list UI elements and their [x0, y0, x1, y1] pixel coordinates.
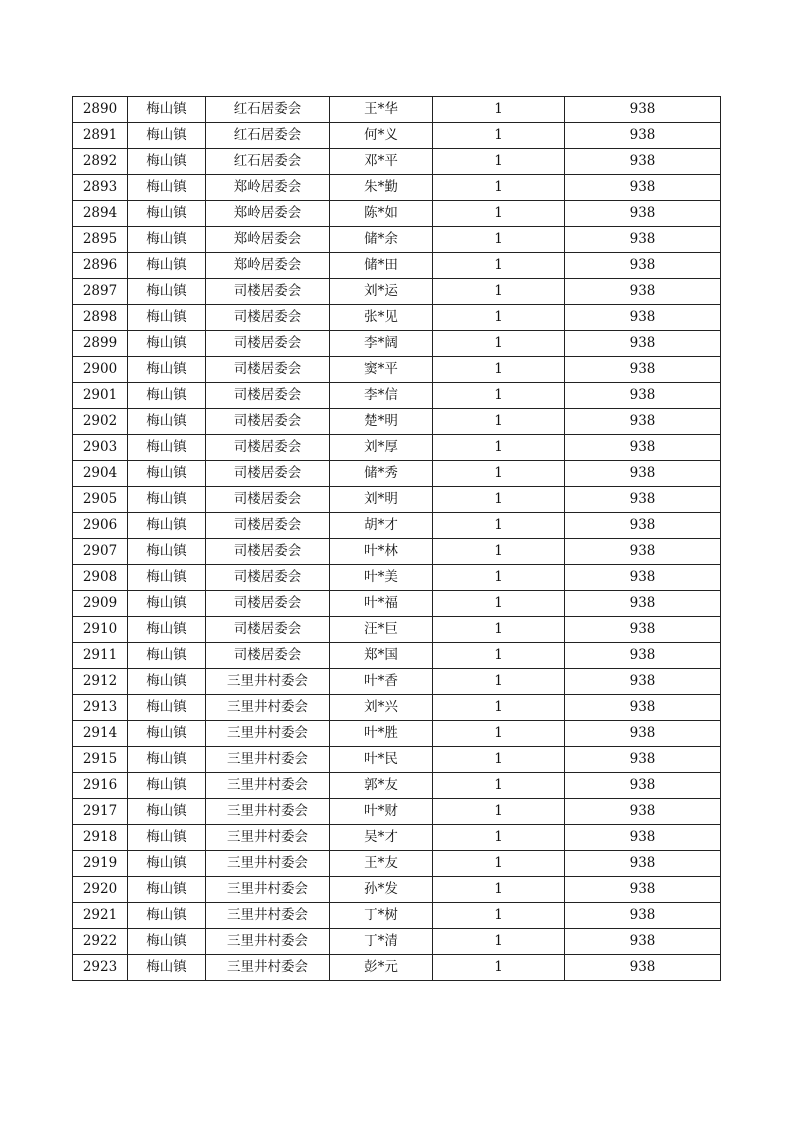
committee-cell: 司楼居委会: [206, 617, 330, 643]
committee-cell: 司楼居委会: [206, 279, 330, 305]
name-cell: 叶*福: [330, 591, 433, 617]
committee-cell: 三里井村委会: [206, 747, 330, 773]
committee-cell: 司楼居委会: [206, 357, 330, 383]
name-cell: 楚*明: [330, 409, 433, 435]
count-cell: 1: [433, 201, 565, 227]
count-cell: 1: [433, 123, 565, 149]
committee-cell: 郑岭居委会: [206, 201, 330, 227]
table-row: [73, 279, 721, 305]
name-cell: 储*余: [330, 227, 433, 253]
committee-cell: 司楼居委会: [206, 591, 330, 617]
town-cell: 梅山镇: [128, 643, 206, 669]
name-cell: 刘*明: [330, 487, 433, 513]
committee-cell: 三里井村委会: [206, 929, 330, 955]
committee-cell: 郑岭居委会: [206, 175, 330, 201]
committee-cell: 司楼居委会: [206, 331, 330, 357]
name-cell: 丁*树: [330, 903, 433, 929]
town-cell: 梅山镇: [128, 97, 206, 123]
committee-cell: 三里井村委会: [206, 955, 330, 981]
town-cell: 梅山镇: [128, 773, 206, 799]
table-row: [73, 929, 721, 955]
table-row: [73, 305, 721, 331]
town-cell: 梅山镇: [128, 279, 206, 305]
count-cell: 1: [433, 175, 565, 201]
committee-cell: 三里井村委会: [206, 799, 330, 825]
town-cell: 梅山镇: [128, 357, 206, 383]
table-row: [73, 409, 721, 435]
table-row: [73, 331, 721, 357]
row-number-cell: 2896: [73, 253, 128, 279]
table-row: [73, 799, 721, 825]
committee-cell: 司楼居委会: [206, 435, 330, 461]
table-row: [73, 383, 721, 409]
town-cell: 梅山镇: [128, 539, 206, 565]
amount-cell: 938: [565, 591, 721, 617]
count-cell: 1: [433, 357, 565, 383]
count-cell: 1: [433, 253, 565, 279]
committee-cell: 三里井村委会: [206, 721, 330, 747]
committee-cell: 司楼居委会: [206, 539, 330, 565]
name-cell: 郭*友: [330, 773, 433, 799]
committee-cell: 三里井村委会: [206, 877, 330, 903]
name-cell: 刘*兴: [330, 695, 433, 721]
town-cell: 梅山镇: [128, 851, 206, 877]
committee-cell: 司楼居委会: [206, 565, 330, 591]
count-cell: 1: [433, 565, 565, 591]
amount-cell: 938: [565, 565, 721, 591]
name-cell: 胡*才: [330, 513, 433, 539]
town-cell: 梅山镇: [128, 669, 206, 695]
committee-cell: 三里井村委会: [206, 669, 330, 695]
amount-cell: 938: [565, 149, 721, 175]
table-row: [73, 669, 721, 695]
name-cell: 叶*财: [330, 799, 433, 825]
table-row: [73, 773, 721, 799]
count-cell: 1: [433, 695, 565, 721]
amount-cell: 938: [565, 305, 721, 331]
amount-cell: 938: [565, 747, 721, 773]
row-number-cell: 2895: [73, 227, 128, 253]
table-row: [73, 539, 721, 565]
count-cell: 1: [433, 435, 565, 461]
committee-cell: 三里井村委会: [206, 825, 330, 851]
amount-cell: 938: [565, 929, 721, 955]
table-row: [73, 175, 721, 201]
name-cell: 王*友: [330, 851, 433, 877]
committee-cell: 三里井村委会: [206, 851, 330, 877]
row-number-cell: 2904: [73, 461, 128, 487]
name-cell: 刘*运: [330, 279, 433, 305]
amount-cell: 938: [565, 227, 721, 253]
town-cell: 梅山镇: [128, 201, 206, 227]
amount-cell: 938: [565, 721, 721, 747]
row-number-cell: 2899: [73, 331, 128, 357]
name-cell: 朱*勤: [330, 175, 433, 201]
row-number-cell: 2921: [73, 903, 128, 929]
amount-cell: 938: [565, 695, 721, 721]
name-cell: 陈*如: [330, 201, 433, 227]
town-cell: 梅山镇: [128, 305, 206, 331]
count-cell: 1: [433, 383, 565, 409]
committee-cell: 司楼居委会: [206, 409, 330, 435]
town-cell: 梅山镇: [128, 123, 206, 149]
row-number-cell: 2900: [73, 357, 128, 383]
town-cell: 梅山镇: [128, 617, 206, 643]
name-cell: 叶*民: [330, 747, 433, 773]
row-number-cell: 2916: [73, 773, 128, 799]
row-number-cell: 2912: [73, 669, 128, 695]
table-row: [73, 97, 721, 123]
amount-cell: 938: [565, 539, 721, 565]
name-cell: 刘*厚: [330, 435, 433, 461]
town-cell: 梅山镇: [128, 955, 206, 981]
row-number-cell: 2906: [73, 513, 128, 539]
count-cell: 1: [433, 409, 565, 435]
table-row: [73, 903, 721, 929]
name-cell: 叶*香: [330, 669, 433, 695]
row-number-cell: 2898: [73, 305, 128, 331]
name-cell: 丁*清: [330, 929, 433, 955]
row-number-cell: 2919: [73, 851, 128, 877]
table-row: [73, 201, 721, 227]
committee-cell: 司楼居委会: [206, 643, 330, 669]
town-cell: 梅山镇: [128, 409, 206, 435]
row-number-cell: 2913: [73, 695, 128, 721]
committee-cell: 司楼居委会: [206, 487, 330, 513]
amount-cell: 938: [565, 643, 721, 669]
count-cell: 1: [433, 773, 565, 799]
row-number-cell: 2915: [73, 747, 128, 773]
count-cell: 1: [433, 747, 565, 773]
table-row: [73, 695, 721, 721]
count-cell: 1: [433, 591, 565, 617]
count-cell: 1: [433, 539, 565, 565]
amount-cell: 938: [565, 773, 721, 799]
row-number-cell: 2923: [73, 955, 128, 981]
table-row: [73, 149, 721, 175]
row-number-cell: 2917: [73, 799, 128, 825]
table-row: [73, 721, 721, 747]
table-row: [73, 877, 721, 903]
amount-cell: 938: [565, 903, 721, 929]
amount-cell: 938: [565, 409, 721, 435]
committee-cell: 司楼居委会: [206, 305, 330, 331]
count-cell: 1: [433, 669, 565, 695]
town-cell: 梅山镇: [128, 695, 206, 721]
amount-cell: 938: [565, 617, 721, 643]
count-cell: 1: [433, 487, 565, 513]
town-cell: 梅山镇: [128, 149, 206, 175]
roster-table-body: [73, 97, 721, 981]
row-number-cell: 2920: [73, 877, 128, 903]
amount-cell: 938: [565, 955, 721, 981]
count-cell: 1: [433, 877, 565, 903]
count-cell: 1: [433, 461, 565, 487]
row-number-cell: 2914: [73, 721, 128, 747]
count-cell: 1: [433, 903, 565, 929]
amount-cell: 938: [565, 357, 721, 383]
row-number-cell: 2893: [73, 175, 128, 201]
committee-cell: 郑岭居委会: [206, 227, 330, 253]
table-row: [73, 747, 721, 773]
row-number-cell: 2890: [73, 97, 128, 123]
name-cell: 李*阔: [330, 331, 433, 357]
name-cell: 叶*林: [330, 539, 433, 565]
amount-cell: 938: [565, 461, 721, 487]
table-row: [73, 461, 721, 487]
committee-cell: 三里井村委会: [206, 773, 330, 799]
amount-cell: 938: [565, 253, 721, 279]
count-cell: 1: [433, 513, 565, 539]
amount-cell: 938: [565, 877, 721, 903]
count-cell: 1: [433, 799, 565, 825]
table-row: [73, 123, 721, 149]
town-cell: 梅山镇: [128, 253, 206, 279]
town-cell: 梅山镇: [128, 799, 206, 825]
town-cell: 梅山镇: [128, 331, 206, 357]
row-number-cell: 2897: [73, 279, 128, 305]
row-number-cell: 2909: [73, 591, 128, 617]
roster-table: [72, 96, 721, 981]
count-cell: 1: [433, 227, 565, 253]
row-number-cell: 2901: [73, 383, 128, 409]
town-cell: 梅山镇: [128, 461, 206, 487]
committee-cell: 三里井村委会: [206, 695, 330, 721]
name-cell: 郑*国: [330, 643, 433, 669]
count-cell: 1: [433, 617, 565, 643]
name-cell: 汪*巨: [330, 617, 433, 643]
amount-cell: 938: [565, 799, 721, 825]
town-cell: 梅山镇: [128, 929, 206, 955]
name-cell: 李*信: [330, 383, 433, 409]
count-cell: 1: [433, 97, 565, 123]
row-number-cell: 2910: [73, 617, 128, 643]
committee-cell: 红石居委会: [206, 97, 330, 123]
town-cell: 梅山镇: [128, 591, 206, 617]
amount-cell: 938: [565, 279, 721, 305]
amount-cell: 938: [565, 331, 721, 357]
row-number-cell: 2894: [73, 201, 128, 227]
count-cell: 1: [433, 643, 565, 669]
row-number-cell: 2902: [73, 409, 128, 435]
row-number-cell: 2918: [73, 825, 128, 851]
row-number-cell: 2905: [73, 487, 128, 513]
table-row: [73, 227, 721, 253]
town-cell: 梅山镇: [128, 565, 206, 591]
count-cell: 1: [433, 279, 565, 305]
row-number-cell: 2892: [73, 149, 128, 175]
table-row: [73, 435, 721, 461]
table-row: [73, 825, 721, 851]
row-number-cell: 2908: [73, 565, 128, 591]
row-number-cell: 2922: [73, 929, 128, 955]
amount-cell: 938: [565, 97, 721, 123]
table-row: [73, 643, 721, 669]
town-cell: 梅山镇: [128, 175, 206, 201]
town-cell: 梅山镇: [128, 747, 206, 773]
committee-cell: 司楼居委会: [206, 383, 330, 409]
committee-cell: 红石居委会: [206, 149, 330, 175]
table-row: [73, 955, 721, 981]
amount-cell: 938: [565, 123, 721, 149]
amount-cell: 938: [565, 201, 721, 227]
name-cell: 何*义: [330, 123, 433, 149]
row-number-cell: 2891: [73, 123, 128, 149]
name-cell: 储*田: [330, 253, 433, 279]
row-number-cell: 2911: [73, 643, 128, 669]
table-row: [73, 487, 721, 513]
amount-cell: 938: [565, 175, 721, 201]
row-number-cell: 2903: [73, 435, 128, 461]
count-cell: 1: [433, 721, 565, 747]
count-cell: 1: [433, 331, 565, 357]
count-cell: 1: [433, 825, 565, 851]
table-row: [73, 513, 721, 539]
committee-cell: 司楼居委会: [206, 461, 330, 487]
town-cell: 梅山镇: [128, 721, 206, 747]
table-row: [73, 617, 721, 643]
row-number-cell: 2907: [73, 539, 128, 565]
town-cell: 梅山镇: [128, 487, 206, 513]
committee-cell: 郑岭居委会: [206, 253, 330, 279]
amount-cell: 938: [565, 513, 721, 539]
table-row: [73, 253, 721, 279]
amount-cell: 938: [565, 669, 721, 695]
table-row: [73, 591, 721, 617]
amount-cell: 938: [565, 487, 721, 513]
name-cell: 张*见: [330, 305, 433, 331]
count-cell: 1: [433, 929, 565, 955]
committee-cell: 三里井村委会: [206, 903, 330, 929]
town-cell: 梅山镇: [128, 513, 206, 539]
town-cell: 梅山镇: [128, 227, 206, 253]
table-row: [73, 565, 721, 591]
name-cell: 吴*才: [330, 825, 433, 851]
count-cell: 1: [433, 305, 565, 331]
name-cell: 窦*平: [330, 357, 433, 383]
table-row: [73, 357, 721, 383]
name-cell: 王*华: [330, 97, 433, 123]
table-row: [73, 851, 721, 877]
name-cell: 邓*平: [330, 149, 433, 175]
town-cell: 梅山镇: [128, 825, 206, 851]
committee-cell: 司楼居委会: [206, 513, 330, 539]
town-cell: 梅山镇: [128, 877, 206, 903]
committee-cell: 红石居委会: [206, 123, 330, 149]
count-cell: 1: [433, 851, 565, 877]
amount-cell: 938: [565, 435, 721, 461]
name-cell: 叶*美: [330, 565, 433, 591]
name-cell: 彭*元: [330, 955, 433, 981]
amount-cell: 938: [565, 825, 721, 851]
name-cell: 叶*胜: [330, 721, 433, 747]
town-cell: 梅山镇: [128, 383, 206, 409]
count-cell: 1: [433, 955, 565, 981]
amount-cell: 938: [565, 851, 721, 877]
name-cell: 储*秀: [330, 461, 433, 487]
town-cell: 梅山镇: [128, 435, 206, 461]
name-cell: 孙*发: [330, 877, 433, 903]
amount-cell: 938: [565, 383, 721, 409]
town-cell: 梅山镇: [128, 903, 206, 929]
count-cell: 1: [433, 149, 565, 175]
